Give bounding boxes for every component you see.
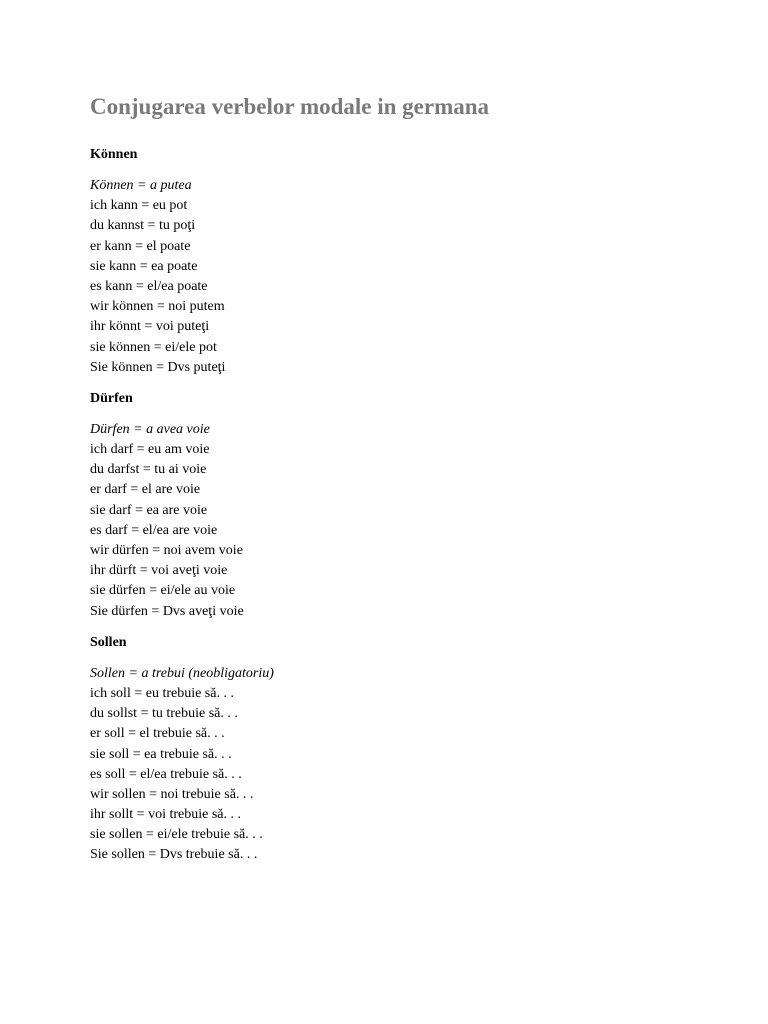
conjugation-line: du kannst = tu poţi [90, 218, 196, 234]
conjugation-line: es darf = el/ea are voie [90, 522, 218, 538]
conjugation-line: sie darf = ea are voie [90, 502, 208, 518]
conjugation-line: wir können = noi putem [90, 299, 225, 315]
conjugation-line: ich kann = eu pot [90, 198, 188, 214]
section-heading: Dürfen [90, 390, 133, 406]
conjugation-list [90, 420, 730, 622]
verb-definition: Sollen = a trebui (neobligatoriu) [90, 665, 274, 681]
conjugation-line: Sie sollen = Dvs trebuie să. . . [90, 847, 258, 863]
verb-definition: Dürfen = a avea voie [90, 421, 210, 437]
conjugation-line: er soll = el trebuie să. . . [90, 726, 225, 742]
conjugation-line: du sollst = tu trebuie să. . . [90, 706, 238, 722]
conjugation-line: ich darf = eu am voie [90, 442, 210, 458]
conjugation-line: sie dürfen = ei/ele au voie [90, 583, 236, 599]
conjugation-line: es kann = el/ea poate [90, 278, 208, 294]
conjugation-line: er darf = el are voie [90, 482, 201, 498]
verb-definition: Können = a putea [90, 178, 192, 193]
conjugation-line: sie kann = ea poate [90, 258, 198, 274]
document-page [90, 92, 730, 866]
conjugation-line: sie soll = ea trebuie să. . . [90, 746, 232, 762]
conjugation-line: er kann = el poate [90, 238, 191, 254]
section-heading: Können [90, 147, 138, 162]
conjugation-line: du darfst = tu ai voie [90, 462, 207, 478]
conjugation-line: Sie können = Dvs puteţi [90, 359, 226, 375]
conjugation-line: wir dürfen = noi avem voie [90, 543, 243, 558]
conjugation-line: Sie dürfen = Dvs aveţi voie [90, 603, 244, 619]
conjugation-line: ihr könnt = voi puteţi [90, 319, 210, 335]
conjugation-line: ihr dürft = voi aveţi voie [90, 563, 228, 579]
section-konnen [90, 146, 730, 378]
document-title: Conjugarea verbelor modale in germana [90, 94, 490, 119]
conjugation-line: sie können = ei/ele pot [90, 339, 217, 355]
conjugation-list [90, 176, 730, 378]
conjugation-line: sie sollen = ei/ele trebuie să. . . [90, 827, 263, 843]
conjugation-line: ihr sollt = voi trebuie să. . . [90, 807, 241, 823]
section-sollen [90, 634, 730, 866]
conjugation-list [90, 664, 730, 866]
section-durfen [90, 390, 730, 622]
conjugation-line: ich soll = eu trebuie să. . . [90, 685, 234, 701]
conjugation-line: wir sollen = noi trebuie să. . . [90, 786, 254, 802]
section-heading: Sollen [90, 634, 127, 650]
conjugation-line: es soll = el/ea trebuie să. . . [90, 766, 242, 782]
